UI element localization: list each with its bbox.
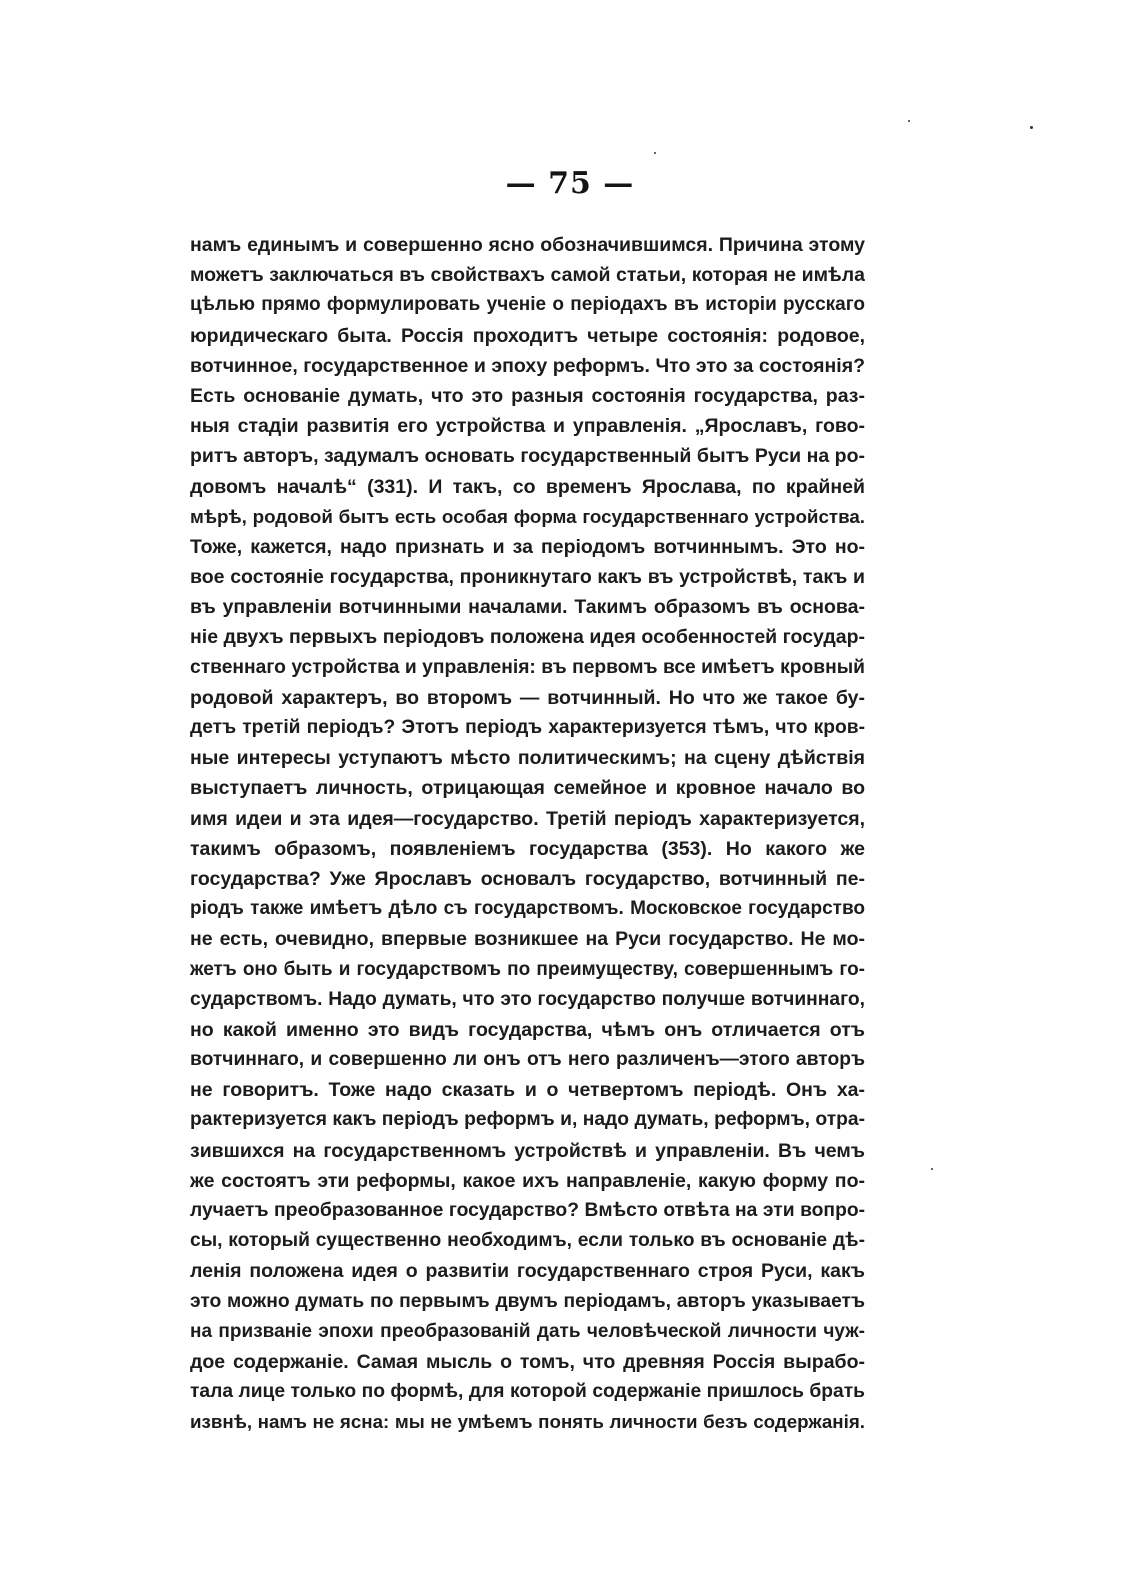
text-line: ныя стадіи развитія его устройства и управленія. „Ярославъ, гово- xyxy=(190,415,865,438)
text-line: вотчинное, государственное и эпоху реформъ. Что это за состоянія? xyxy=(190,354,865,377)
text-line: детъ третій періодъ? Этотъ періодъ характеризуется тѣмъ, что кров- xyxy=(190,717,865,738)
text-line: дое содержаніе. Самая мысль о томъ, что древняя Россія вырабо- xyxy=(190,1350,865,1373)
body-text xyxy=(190,230,865,1438)
text-line: государства? Уже Ярославъ основалъ государство, вотчинный пе- xyxy=(190,867,865,890)
text-line: ніе двухъ первыхъ періодовъ положена идея особенностей государ- xyxy=(190,626,865,649)
text-line: но какой именно это видъ государства, чѣмъ онъ отличается отъ xyxy=(190,1018,865,1041)
text-line: же состоятъ эти реформы, какое ихъ направленіе, какую форму по- xyxy=(190,1169,865,1192)
text-line: вотчиннаго, и совершенно ли онъ отъ него различенъ—этого авторъ xyxy=(190,1049,865,1071)
scan-speck xyxy=(931,1168,933,1170)
text-line: на призваніе эпохи преобразованій дать человѣческой личности чуж- xyxy=(190,1320,865,1342)
text-line: рактеризуется какъ періодъ реформъ и, надо думать, реформъ, отра- xyxy=(190,1109,865,1131)
text-line: не есть, очевидно, впервые возникшее на Руси государство. Не мо- xyxy=(190,928,865,951)
text-line: выступаетъ личность, отрицающая семейное и кровное начало во xyxy=(190,777,865,800)
text-line: ные интересы уступаютъ мѣсто политическимъ; на сцену дѣйствія xyxy=(190,747,865,770)
text-line: вое состояніе государства, проникнутаго какъ въ устройствѣ, такъ и xyxy=(190,566,865,589)
text-line: намъ единымъ и совершенно ясно обозначившимся. Причина этому xyxy=(190,234,865,256)
text-line: лучаетъ преобразованное государство? Вмѣсто отвѣта на эти вопро- xyxy=(190,1200,865,1221)
text-line: юридическаго быта. Россія проходитъ четыре состоянія: родовое, xyxy=(190,324,865,347)
text-line: такимъ образомъ, появленіемъ государства (353). Но какого же xyxy=(190,837,865,860)
text-line: не говоритъ. Тоже надо сказать и о четвертомъ періодѣ. Онъ ха- xyxy=(190,1079,865,1102)
scan-speck xyxy=(654,152,656,154)
text-line: жетъ оно быть и государствомъ по преимуществу, совершеннымъ го- xyxy=(190,958,865,980)
text-line: зившихся на государственномъ устройствѣ и управленіи. Въ чемъ xyxy=(190,1139,865,1162)
scan-speck xyxy=(908,120,910,122)
text-line: ріодъ также имѣетъ дѣло съ государствомъ. Московское государство xyxy=(190,898,865,920)
text-line: извнѣ, намъ не ясна: мы не умѣемъ понять личности безъ содержанія. xyxy=(190,1411,865,1433)
text-line: сы, который существенно необходимъ, если только въ основаніе дѣ- xyxy=(190,1230,865,1252)
text-line: въ управленіи вотчинными началами. Такимъ образомъ въ основа- xyxy=(190,596,865,619)
text-line: сударствомъ. Надо думать, что это государство получше вотчиннаго, xyxy=(190,988,865,1010)
text-line: Тоже, кажется, надо признать и за періодомъ вотчиннымъ. Это но- xyxy=(190,535,865,558)
text-line: ленія положена идея о развитіи государственнаго строя Руси, какъ xyxy=(190,1260,865,1283)
scan-speck xyxy=(1030,126,1033,129)
text-line: тала лице только по формѣ, для которой содержаніе пришлось брать xyxy=(190,1381,865,1403)
text-line: ритъ авторъ, задумалъ основать государственный бытъ Руси на ро- xyxy=(190,445,865,468)
text-line: это можно думать по первымъ двумъ періодамъ, авторъ указываетъ xyxy=(190,1290,865,1312)
page-number: — 75 — xyxy=(505,166,635,201)
text-line: Есть основаніе думать, что это разныя состоянія государства, раз- xyxy=(190,384,865,407)
text-line: родовой характеръ, во второмъ — вотчинный. Но что же такое бу- xyxy=(190,686,865,709)
text-line: ственнаго устройства и управленія: въ первомъ все имѣетъ кровный xyxy=(190,656,865,678)
text-line: имя идеи и эта идея—государство. Третій періодъ характеризуется, xyxy=(190,807,865,830)
text-line: мѣрѣ, родовой бытъ есть особая форма государственнаго устройства. xyxy=(190,505,865,527)
text-line: цѣлью прямо формулировать ученіе о періодахъ въ исторіи русскаго xyxy=(190,294,865,316)
text-line: довомъ началѣ“ (331). И такъ, со временъ Ярослава, по крайней xyxy=(190,475,865,498)
text-line: можетъ заключаться въ свойствахъ самой статьи, которая не имѣла xyxy=(190,264,865,287)
